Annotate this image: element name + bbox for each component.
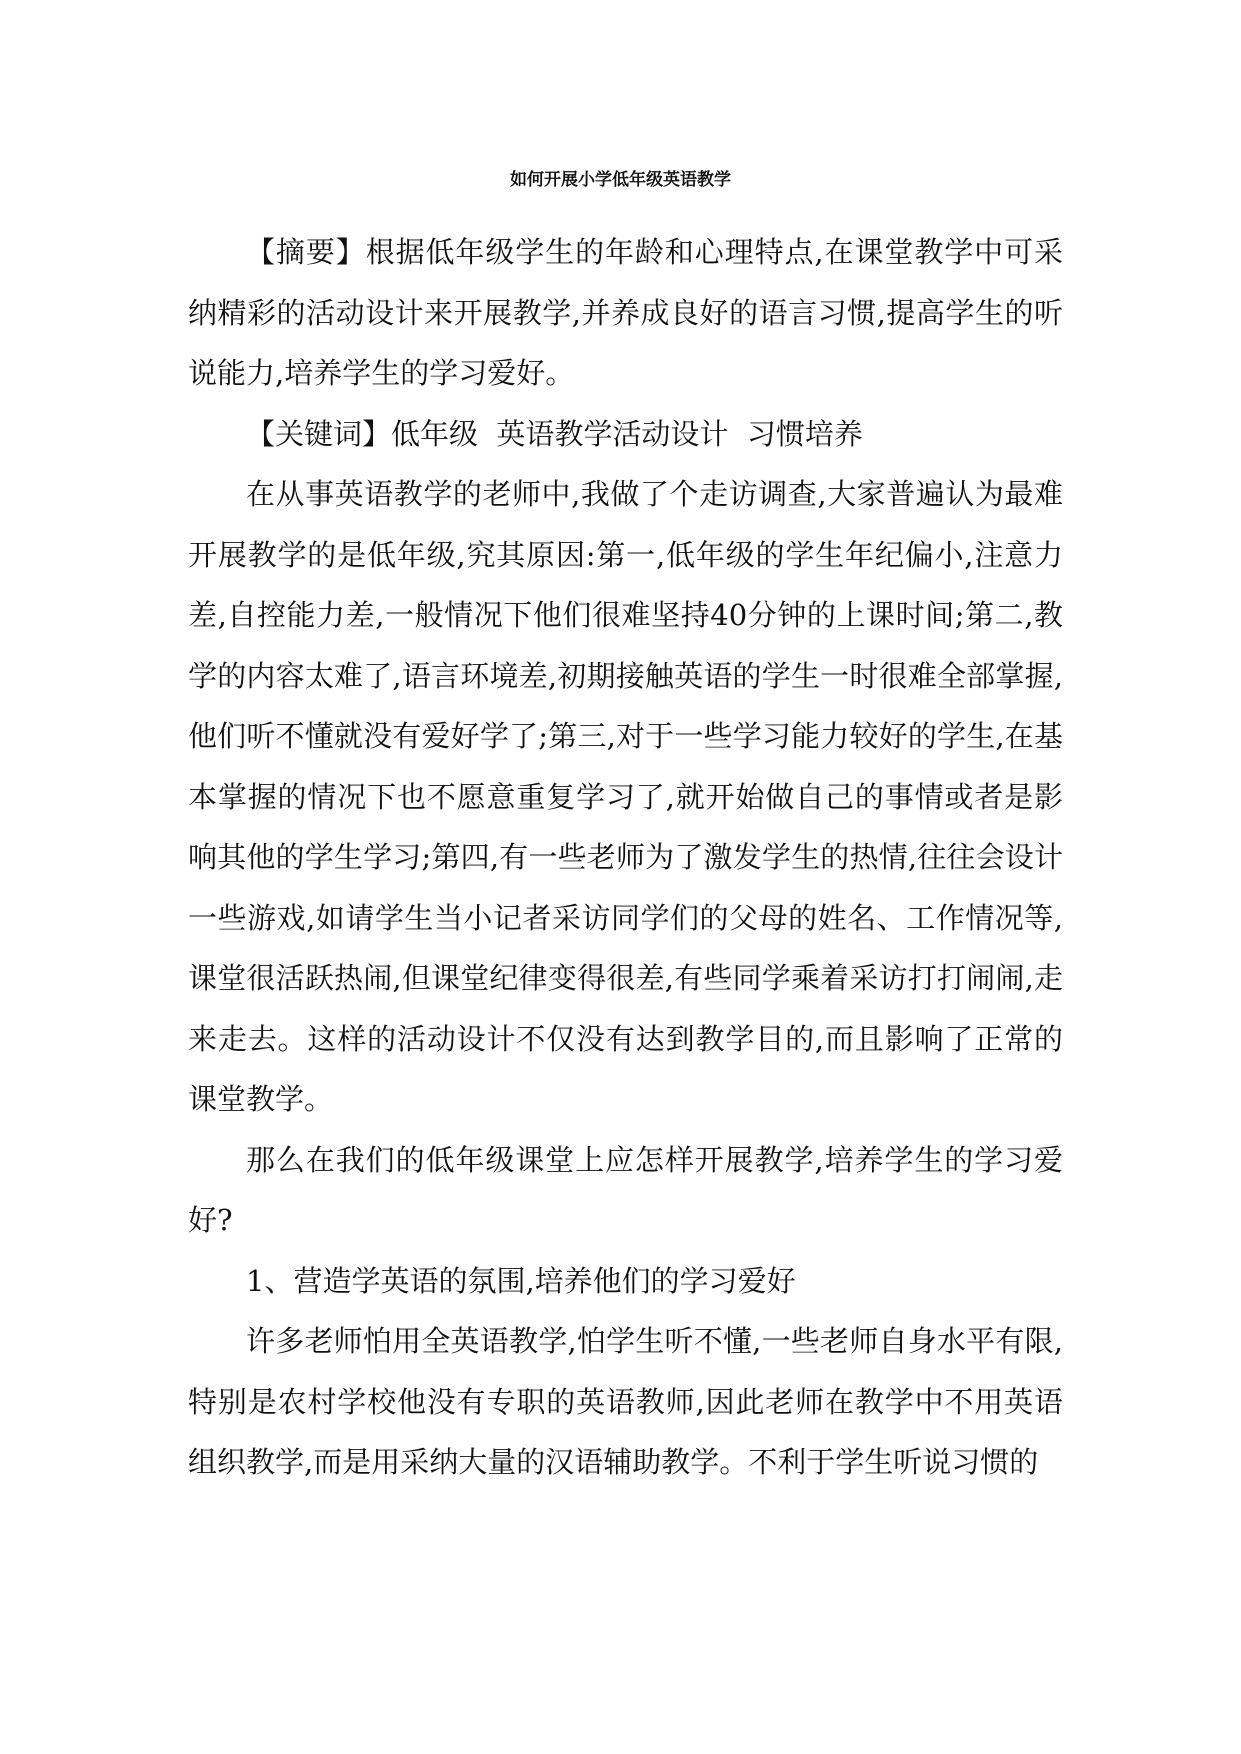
section-heading: 1、营造学英语的氛围,培养他们的学习爱好 (246, 1263, 796, 1298)
body-paragraph: 许多老师怕用全英语教学,怕学生听不懂,一些老师自身水平有限,特别是农村学校他没有专职的英语教师,因此老师在教学中不用英语组织教学,而是用采纳大量的汉语辅助教学。不利于学生听说习惯的 (188, 1324, 1063, 1479)
document-title: 如何开展小学低年级英语教学 (510, 170, 731, 190)
abstract-paragraph: 【摘要】根据低年级学生的年龄和心理特点,在课堂教学中可采纳精彩的活动设计来开展教学,并养成良好的语言习惯,提高学生的听说能力,培养学生的学习爱好。 (188, 235, 1063, 390)
body-paragraph: 那么在我们的低年级课堂上应怎样开展教学,培养学生的学习爱好? (188, 1142, 1063, 1237)
keywords-paragraph: 【关键词】低年级 英语教学活动设计 习惯培养 (246, 416, 863, 451)
document-body (188, 222, 1063, 1493)
body-paragraph: 在从事英语教学的老师中,我做了个走访调查,大家普遍认为最难开展教学的是低年级,究其原因:第一,低年级的学生年纪偏小,注意力差,自控能力差,一般情况下他们很难坚持40分钟的上课时间;第二,教学的内容太难了,语言环境差,初期接触英语的学生一时很难全部掌握,他们听不懂就没有爱好学了;第三,对于一些学习能力较好的学生,在基本掌握的情况下也不愿意重复学习了,就开始做自己的事情或者是影响其他的学生学习;第四,有一些老师为了激发学生的热情,往往会设计一些游戏,如请学生当小记者采访同学们的父母的姓名、工作情况等,课堂很活跃热闹,但课堂纪律变得很差,有些同学乘着采访打打闹闹,走来走去。这样的活动设计不仅没有达到教学目的,而且影响了正常的课堂教学。 (188, 477, 1063, 1116)
